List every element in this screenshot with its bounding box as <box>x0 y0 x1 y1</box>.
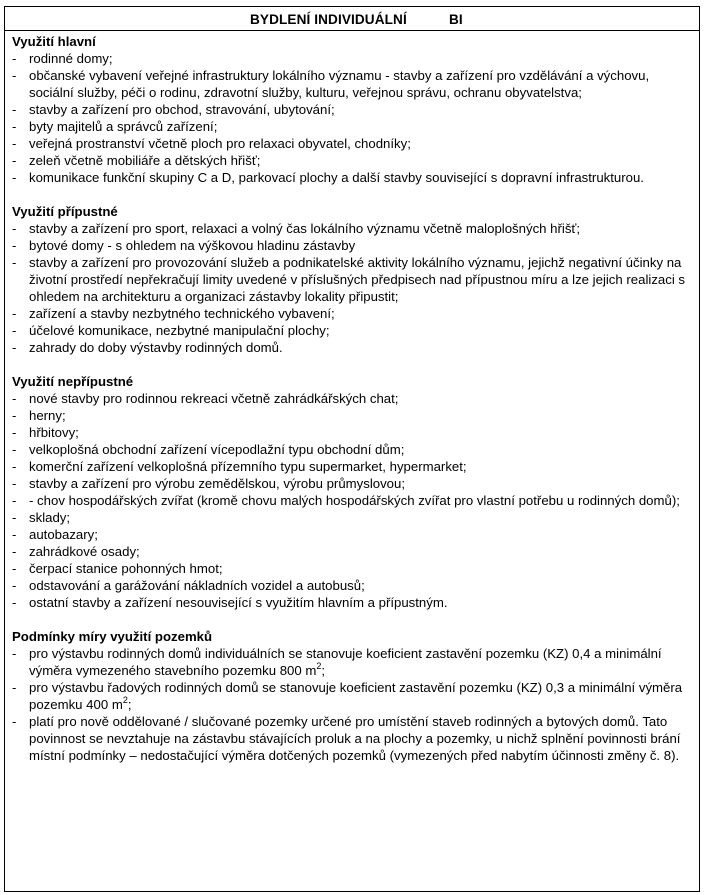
list-item <box>12 645 696 679</box>
section-conditions <box>12 628 696 764</box>
list-item: - ostatní stavby a zařízení nesouvisející s využitím hlavním a přípustným. <box>12 594 696 611</box>
list-item: - účelové komunikace, nezbytné manipulační plochy; <box>12 322 696 339</box>
section-heading: Využití hlavní <box>12 34 96 49</box>
list-item: - rodinné domy; <box>12 50 696 67</box>
item-text: pro výstavbu rodinných domů individuálních se stanovuje koeficient zastavění pozemku (KZ) 0,4 a minimální výměra vymezeného stavebního pozemku 800 m <box>29 646 662 678</box>
list-item: - autobazary; <box>12 526 696 543</box>
list-item: - hřbitovy; <box>12 424 696 441</box>
item-list <box>12 645 696 764</box>
list-item: - byty majitelů a správců zařízení; <box>12 118 696 135</box>
zone-code: BI <box>449 12 463 27</box>
superscript: 2 <box>316 660 322 671</box>
list-item: - odstavování a garážování nákladních vozidel a autobusů; <box>12 577 696 594</box>
list-item: - velkoplošná obchodní zařízení vícepodlažní typu obchodní dům; <box>12 441 696 458</box>
list-item: - zahrádkové osady; <box>12 543 696 560</box>
item-list <box>12 390 696 611</box>
list-item: - stavby a zařízení pro sport, relaxaci a volný čas lokálního významu včetně maloplošných hřišť; <box>12 220 696 237</box>
list-item: - nové stavby pro rodinnou rekreaci včetně zahrádkářských chat; <box>12 390 696 407</box>
section-heading: Podmínky míry využití pozemků <box>12 629 213 644</box>
list-item: - platí pro nově oddělované / slučované pozemky určené pro umístění staveb rodinných a bytových domů. Tato povinnost se nevztahuje na zástavbu stávajících proluk a na plochy a pozemky, u nichž splnění povinnosti brání místní podmínky – nedostačující výměra dotčených pozemků (vymezených před nabytím účinnosti změny č. 8). <box>12 713 696 764</box>
table-frame <box>4 6 700 892</box>
list-item: - komerční zařízení velkoplošná přízemního typu supermarket, hypermarket; <box>12 458 696 475</box>
content <box>12 33 696 764</box>
superscript: 2 <box>122 694 128 705</box>
list-item: - čerpací stanice pohonných hmot; <box>12 560 696 577</box>
list-item: - stavby a zařízení pro obchod, stravování, ubytování; <box>12 101 696 118</box>
list-item: - - chov hospodářských zvířat (kromě chovu malých hospodářských zvířat pro vlastní potřebu u rodinných domů); <box>12 492 696 509</box>
list-item: - stavby a zařízení pro provozování služeb a podnikatelské aktivity lokálního významu, jejichž negativní účinky na životní prostředí nepřekračují limity uvedené v příslušných předpisech nad přípustnou míru a lze jejich realizaci s ohledem na architekturu a organizaci zástavby lokality připustit; <box>12 254 696 305</box>
page-title: BYDLENÍ INDIVIDUÁLNÍ <box>250 12 407 27</box>
section-heading: Využití nepřípustné <box>12 374 134 389</box>
list-item: - zařízení a stavby nezbytného technického vybavení; <box>12 305 696 322</box>
list-item: - zeleň včetně mobiliáře a dětských hřišť; <box>12 152 696 169</box>
item-end: ; <box>127 697 132 712</box>
section-main-use <box>12 33 696 186</box>
list-item: - bytové domy - s ohledem na výškovou hladinu zástavby <box>12 237 696 254</box>
section-prohibited-use <box>12 373 696 611</box>
section-permitted-use <box>12 203 696 356</box>
list-item: - komunikace funkční skupiny C a D, parkovací plochy a další stavby související s dopravní infrastrukturou. <box>12 169 696 186</box>
list-item <box>12 679 696 713</box>
list-item: - stavby a zařízení pro výrobu zemědělskou, výrobu průmyslovou; <box>12 475 696 492</box>
item-list <box>12 50 696 186</box>
list-item: - veřejná prostranství včetně ploch pro relaxaci obyvatel, chodníky; <box>12 135 696 152</box>
list-item: - zahrady do doby výstavby rodinných domů. <box>12 339 696 356</box>
item-end: ; <box>321 663 326 678</box>
item-list <box>12 220 696 356</box>
list-item: - sklady; <box>12 509 696 526</box>
list-item: - herny; <box>12 407 696 424</box>
title-row <box>5 7 699 31</box>
item-text: pro výstavbu řadových rodinných domů se stanovuje koeficient zastavění pozemku (KZ) 0,3 a minimální výměra pozemku 400 m <box>29 680 683 712</box>
list-item: - občanské vybavení veřejné infrastruktury lokálního významu - stavby a zařízení pro vzdělávání a výchovu, sociální služby, péči o rodinu, zdravotní služby, kulturu, veřejnou správu, ochranu obyvatelstva; <box>12 67 696 101</box>
section-heading: Využití přípustné <box>12 204 118 219</box>
